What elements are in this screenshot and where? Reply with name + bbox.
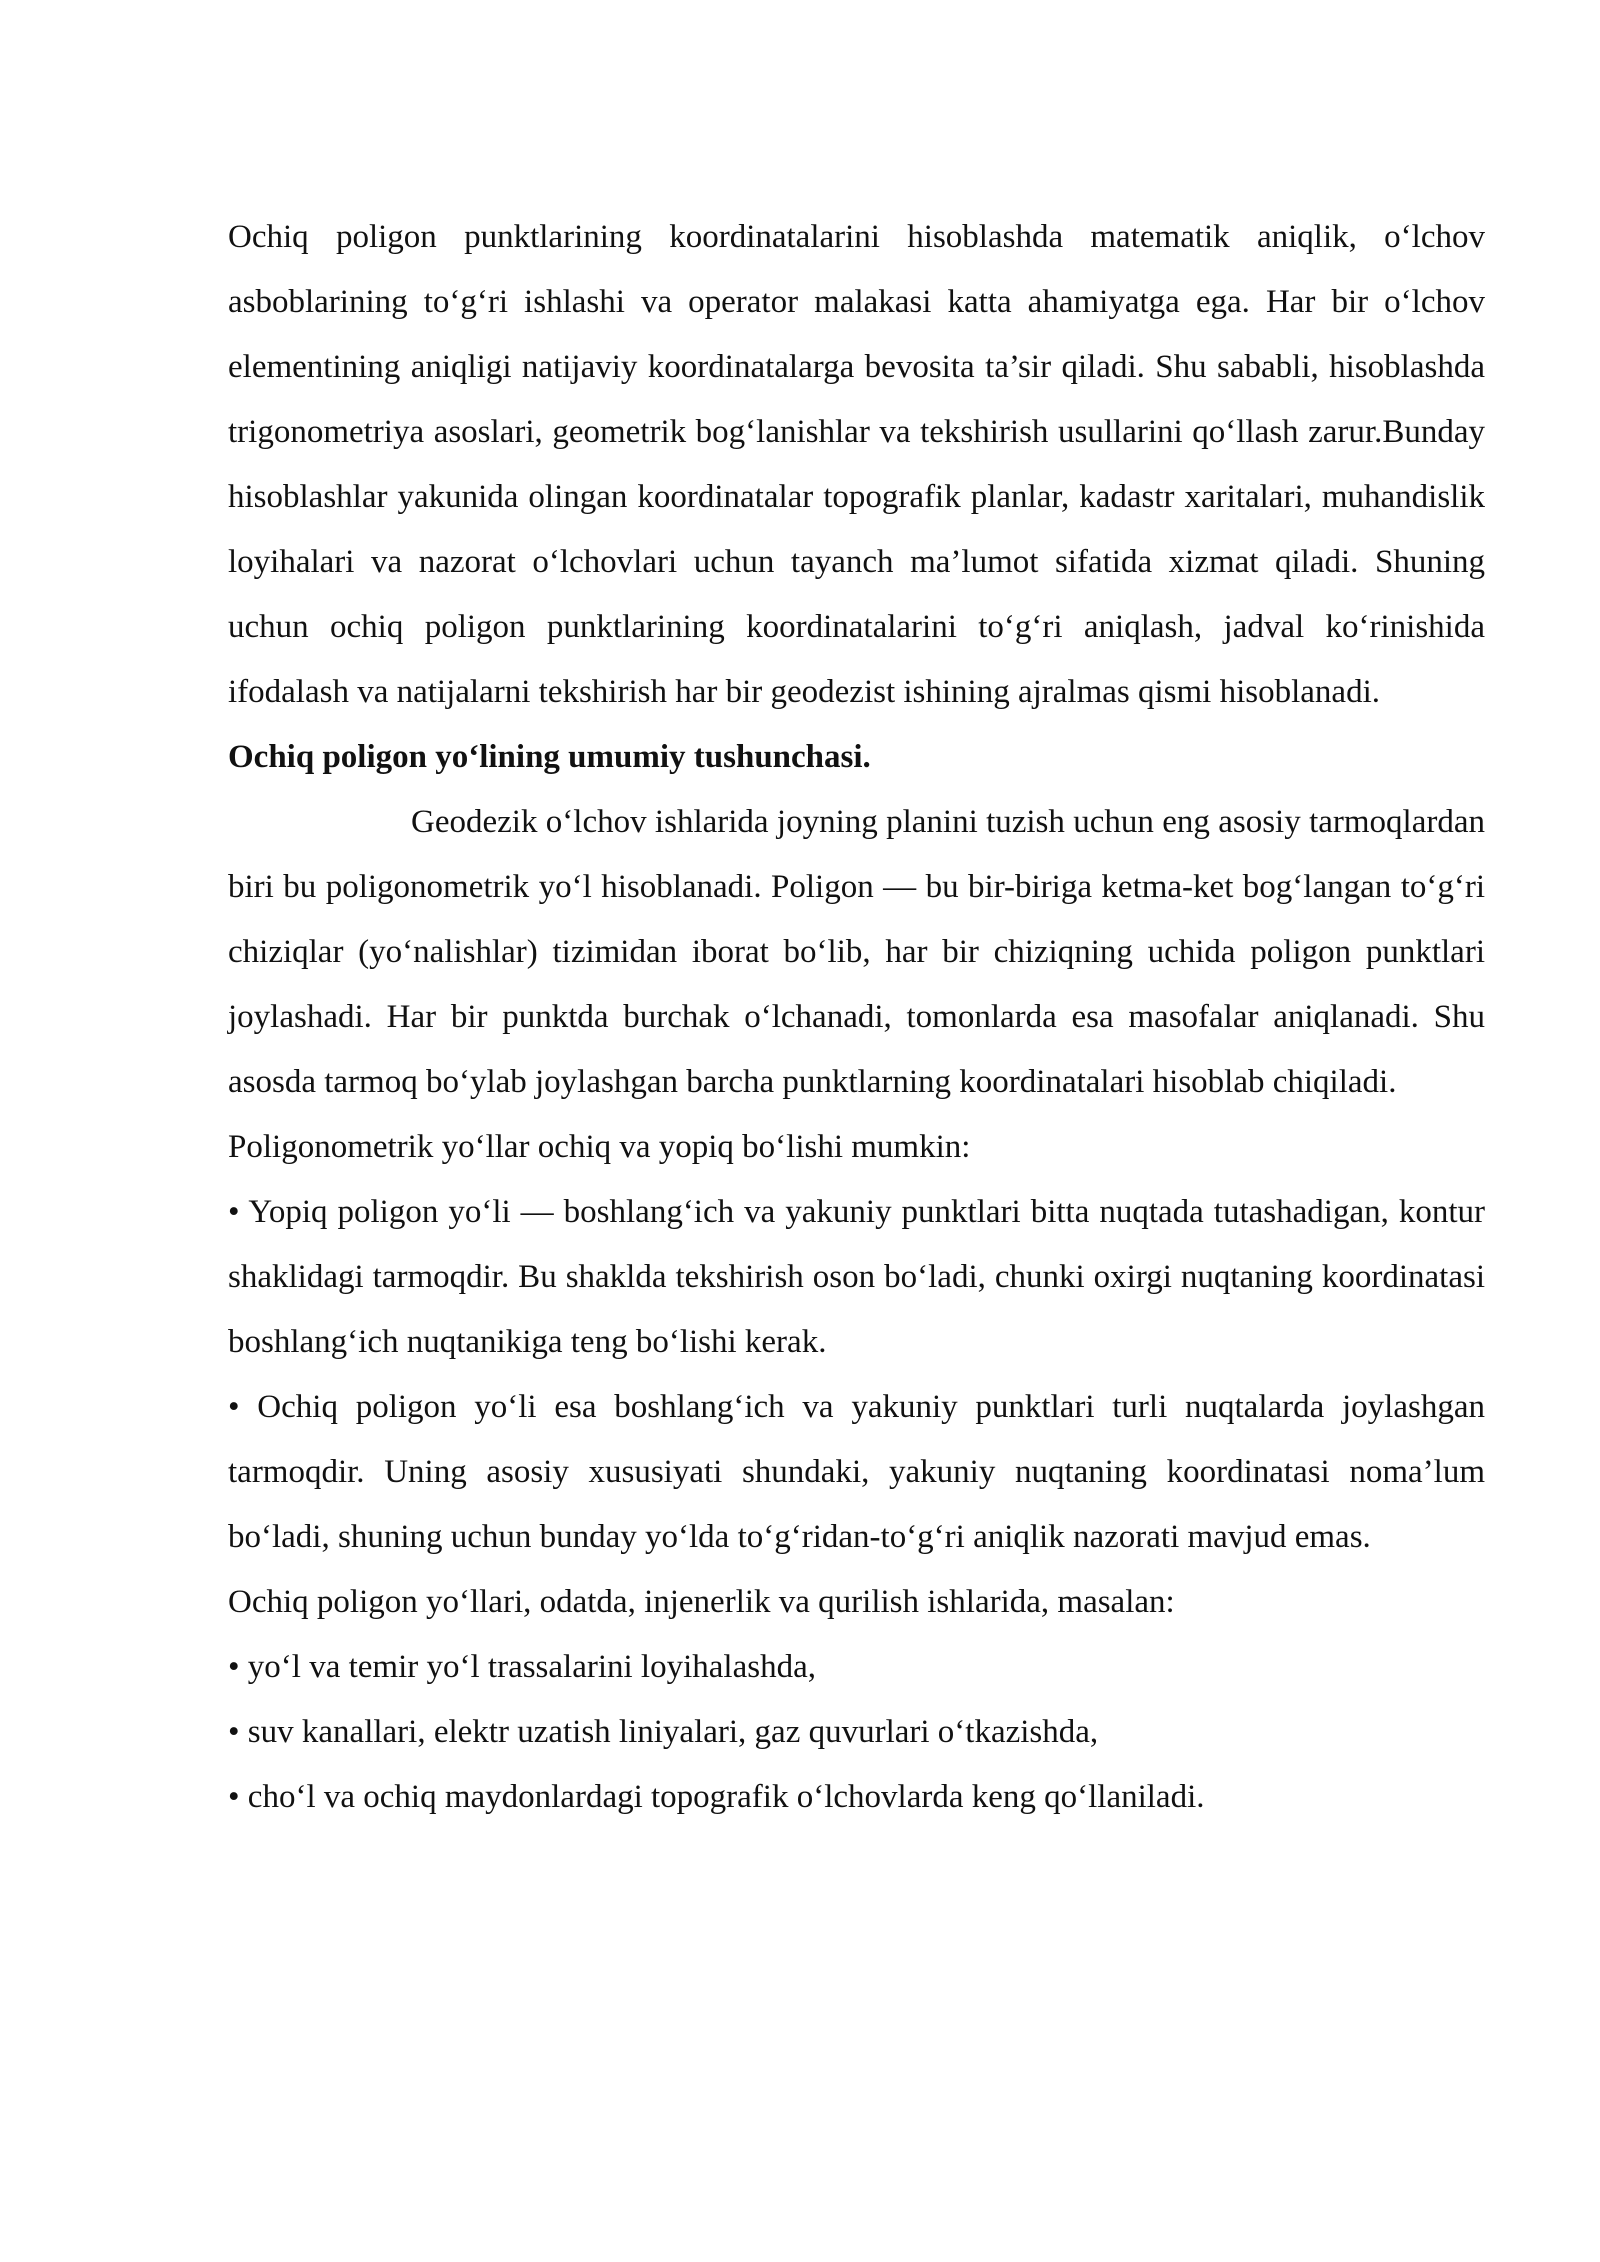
usage-item-roads: • yo‘l va temir yo‘l trassalarini loyihalashda, xyxy=(228,1649,816,1685)
types-intro: Poligonometrik yo‘llar ochiq va yopiq bo‘lishi mumkin: xyxy=(228,1129,971,1165)
intro-paragraph: Ochiq poligon punktlarining koordinatalarini hisoblashda matematik aniqlik, o‘lchov asboblarining to‘g‘ri ishlashi va operator malakasi katta ahamiyatga ega. Har bir o‘lchov elementining aniqligi natijaviy koordinatalarga bevosita ta’sir qiladi. Shu sababli, hisoblashda trigonometriya asoslari, geometrik bog‘lanishlar va tekshirish usullarini qo‘llash zarur.Bunday hisoblashlar yakunida olingan koordinatalar topografik planlar, kadastr xaritalari, muhandislik loyihalari va nazorat o‘lchovlari uchun tayanch ma’lumot sifatida xizmat qiladi. Shuning uchun ochiq poligon punktlarining koordinatalarini to‘g‘ri aniqlash, jadval ko‘rinishida ifodalash va natijalarni tekshirish har bir geodezist ishining ajralmas qismi hisoblanadi. xyxy=(228,219,1485,710)
section-paragraph: Geodezik o‘lchov ishlarida joyning planini tuzish uchun eng asosiy tarmoqlardan biri bu poligonometrik yo‘l hisoblanadi. Poligon — bu bir-biriga ketma-ket bog‘langan to‘g‘ri chiziqlar (yo‘nalishlar) tizimidan iborat bo‘lib, har bir chiziqning uchida poligon punktlari joylashadi. Har bir punktda burchak o‘lchanadi, tomonlarda esa masofalar aniqlanadi. Shu asosda tarmoq bo‘ylab joylashgan barcha punktlarning koordinatalari hisoblab chiqiladi. xyxy=(228,804,1485,1100)
section-heading: Ochiq poligon yo‘lining umumiy tushunchasi. xyxy=(228,739,871,775)
usage-item-topography: • cho‘l va ochiq maydonlardagi topografik o‘lchovlarda keng qo‘llaniladi. xyxy=(228,1779,1205,1815)
closed-polygon-bullet: • Yopiq poligon yo‘li — boshlang‘ich va yakuniy punktlari bitta nuqtada tutashadigan, kontur shaklidagi tarmoqdir. Bu shaklda tekshirish oson bo‘ladi, chunki oxirgi nuqtaning koordinatasi boshlang‘ich nuqtanikiga teng bo‘lishi kerak. xyxy=(228,1194,1485,1360)
document-page xyxy=(228,205,1485,1830)
open-polygon-bullet: • Ochiq poligon yo‘li esa boshlang‘ich va yakuniy punktlari turli nuqtalarda joylashgan tarmoqdir. Uning asosiy xususiyati shundaki, yakuniy nuqtaning koordinatasi noma’lum bo‘ladi, shuning uchun bunday yo‘lda to‘g‘ridan-to‘g‘ri aniqlik nazorati mavjud emas. xyxy=(228,1389,1485,1555)
usage-intro: Ochiq poligon yo‘llari, odatda, injenerlik va qurilish ishlarida, masalan: xyxy=(228,1584,1175,1620)
usage-item-utilities: • suv kanallari, elektr uzatish liniyalari, gaz quvurlari o‘tkazishda, xyxy=(228,1714,1099,1750)
